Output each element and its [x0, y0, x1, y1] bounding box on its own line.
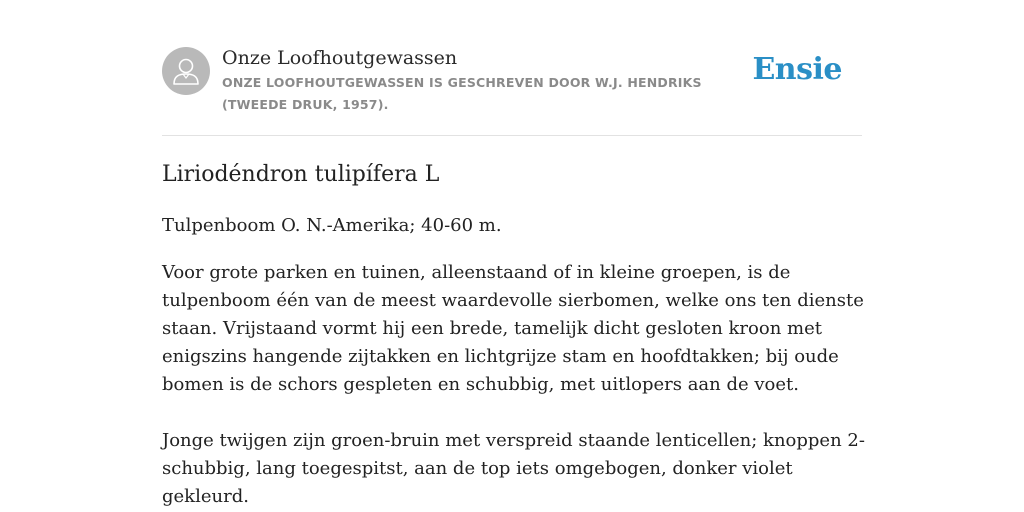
source-header	[162, 46, 862, 118]
source-title[interactable]: Onze Loofhoutgewassen	[222, 47, 458, 69]
ensie-logo[interactable]: Ensie	[752, 52, 842, 87]
user-silhouette-icon	[162, 47, 210, 95]
entry-paragraph: Jonge twijgen zijn groen-bruin met verspreid staande lenticellen; knoppen 2-schubbig, lang toegespitst, aan de top iets omgebogen, donker violet gekleurd.	[162, 430, 865, 507]
header-divider	[162, 135, 862, 136]
source-description: ONZE LOOFHOUTGEWASSEN IS GESCHREVEN DOOR W.J. HENDRIKS (TWEEDE DRUK, 1957).	[222, 75, 702, 112]
entry-subtitle: Tulpenboom O. N.-Amerika; 40-60 m.	[162, 215, 502, 236]
source-avatar[interactable]	[162, 47, 210, 95]
entry-paragraph: Voor grote parken en tuinen, alleenstaand of in kleine groepen, is de tulpenboom één van de meest waardevolle sierbomen, welke ons ten dienste staan. Vrijstaand vormt hij een brede, tamelijk dicht gesloten kroon met enigszins hangende zijtakken en lichtgrijze stam en hoofdtakken; bij oude bomen is de schors gespleten en schubbig, met uitlopers aan de voet.	[162, 262, 864, 395]
entry-body	[162, 212, 867, 511]
entry-title: Liriodéndron tulipífera L	[162, 162, 440, 187]
